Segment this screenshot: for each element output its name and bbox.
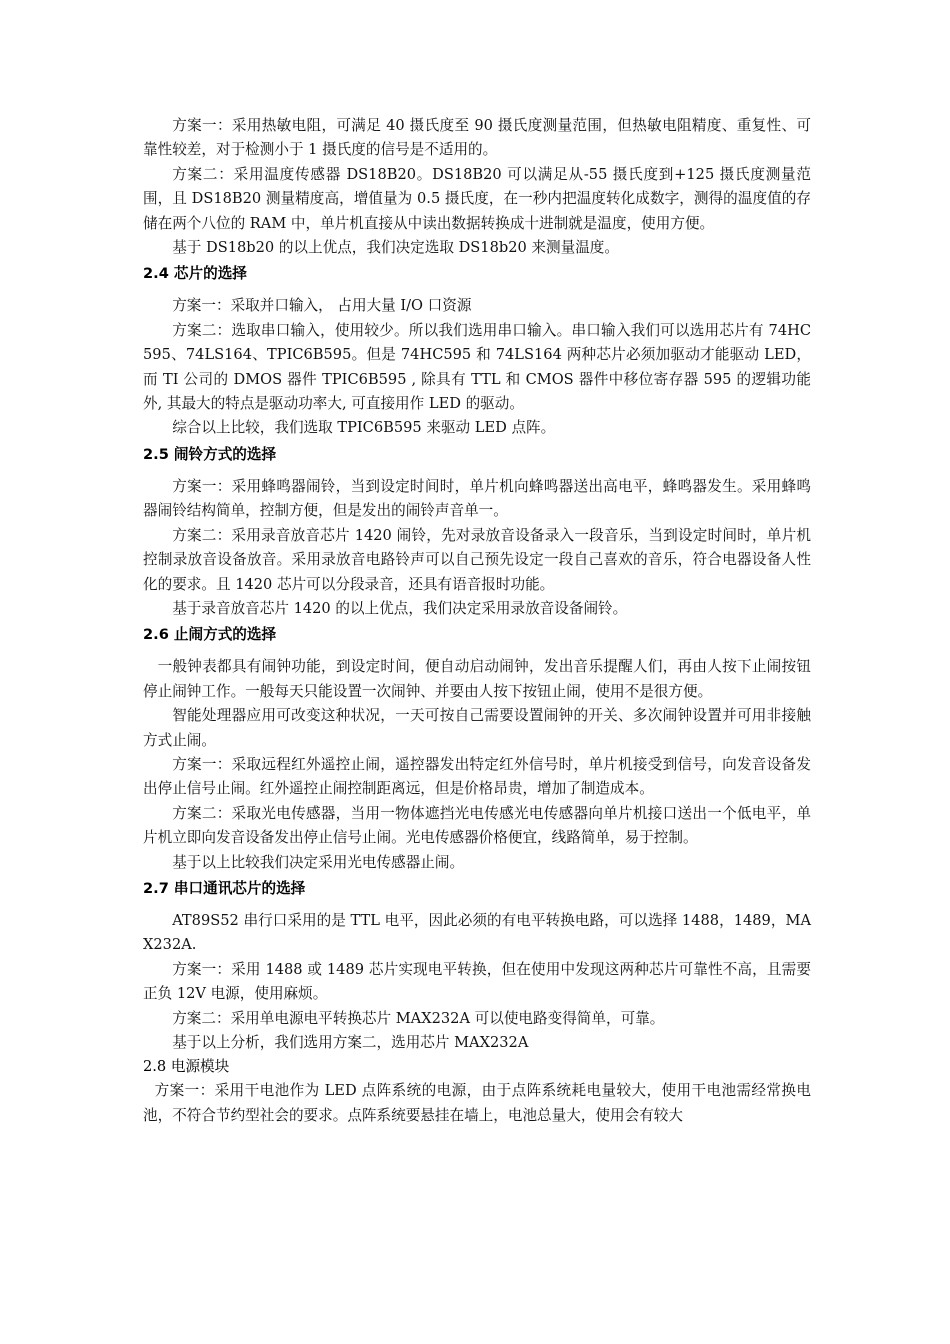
paragraph-battery-option: 方案一：采用干电池作为 LED 点阵系统的电源，由于点阵系统耗电量较大，使用干电池需经常换电池，不符合节约型社会的要求。点阵系统要悬挂在墙上，电池总量大，使用会有较大 xyxy=(143,1082,811,1124)
paragraph-alarm-conclusion: 基于录音放音芯片 1420 的以上优点，我们决定采用录放音设备闹铃。 xyxy=(172,599,628,617)
paragraph-serial-input-option: 方案二：选取串口输入，使用较少。所以我们选用串口输入。串口输入我们可以选用芯片有 74HC595、74LS164、TPIC6B595。但是 74HC595 和 74LS164 两种芯片必须加驱动才能驱动 LED，而 TI 公司的 DMOS 器件 TPIC6B595 , 除具有 TTL 和 CMOS 器件中移位寄存器 595 的逻辑功能外, 其最大的特点是驱动功率大, 可直接用作 LED 的驱动。 xyxy=(143,321,811,413)
paragraph-chip-conclusion: 综合以上比较，我们选取 TPIC6B595 来驱动 LED 点阵。 xyxy=(172,419,556,437)
paragraph-thermistor-option: 方案一：采用热敏电阻，可满足 40 摄氏度至 90 摄氏度测量范围，但热敏电阻精度、重复性、可靠性较差，对于检测小于 1 摄氏度的信号是不适用的。 xyxy=(143,117,811,159)
paragraph-recorder-option: 方案二：采用录音放音芯片 1420 闹铃，先对录放音设备录入一段音乐，当到设定时间时，单片机控制录放音设备放音。采用录放音电路铃声可以自己预先设定一段自己喜欢的音乐，符合电器设备人性化的要求。且 1420 芯片可以分段录音，还具有语音报时功能。 xyxy=(143,526,811,593)
paragraph-infrared-option: 方案一：采取远程红外遥控止闹，遥控器发出特定红外信号时，单片机接受到信号，向发音设备发出停止信号止闹。红外遥控止闹控制距离远，但是价格昂贵，增加了制造成本。 xyxy=(143,755,811,798)
paragraph-buzzer-option: 方案一：采用蜂鸣器闹铃，当到设定时间时，单片机向蜂鸣器送出高电平，蜂鸣器发生。采用蜂鸣器闹铃结构简单，控制方便，但是发出的闹铃声音单一。 xyxy=(143,477,811,520)
section-heading-2-8: 2.8 电源模块 xyxy=(143,1058,230,1076)
paragraph-serial-level-intro: AT89S52 串行口采用的是 TTL 电平，因此必须的有电平转换电路，可以选择 1488，1489，MAX232A. xyxy=(143,911,811,954)
paragraph-ds18b20-conclusion: 基于 DS18b20 的以上优点，我们决定选取 DS18b20 来测量温度。 xyxy=(172,239,619,257)
document-body xyxy=(143,114,811,1128)
section-heading-2-5: 2.5 闹铃方式的选择 xyxy=(143,445,277,463)
paragraph-max232a-option: 方案二：采用单电源电平转换芯片 MAX232A 可以使电路变得简单，可靠。 xyxy=(172,1009,665,1027)
paragraph-alarm-background: 一般钟表都具有闹钟功能，到设定时间，便自动启动闹钟，发出音乐提醒人们，再由人按下止闹按钮停止闹钟工作。一般每天只能设置一次闹钟、并要由人按下按钮止闹，使用不是很方便。 xyxy=(143,658,811,700)
paragraph-parallel-input-option: 方案一：采取并口输入， 占用大量 I/O 口资源 xyxy=(172,297,472,315)
section-heading-2-7: 2.7 串口通讯芯片的选择 xyxy=(143,879,306,897)
paragraph-smart-processor: 智能处理器应用可改变这种状况，一天可按自己需要设置闹钟的开关、多次闹钟设置并可用非接触方式止闹。 xyxy=(143,707,811,749)
paragraph-stop-alarm-conclusion: 基于以上比较我们决定采用光电传感器止闹。 xyxy=(172,853,465,871)
section-heading-2-4: 2.4 芯片的选择 xyxy=(143,265,247,283)
section-heading-2-6: 2.6 止闹方式的选择 xyxy=(143,626,277,644)
paragraph-ds18b20-option: 方案二：采用温度传感器 DS18B20。DS18B20 可以满足从-55 摄氏度到+125 摄氏度测量范围，且 DS18B20 测量精度高，增值量为 0.5 摄氏度，在一秒内把温度转化成数字，测得的温度值的存储在两个八位的 RAM 中，单片机直接从中读出数据转换成十进制就是温度，使用方便。 xyxy=(143,165,811,232)
paragraph-1488-option: 方案一：采用 1488 或 1489 芯片实现电平转换，但在使用中发现这两种芯片可靠性不高，且需要正负 12V 电源，使用麻烦。 xyxy=(143,960,811,1003)
paragraph-serial-conclusion: 基于以上分析，我们选用方案二，选用芯片 MAX232A xyxy=(172,1034,529,1051)
paragraph-photoelectric-option: 方案二：采取光电传感器，当用一物体遮挡光电传感光电传感器向单片机接口送出一个低电平，单片机立即向发音设备发出停止信号止闹。光电传感器价格便宜，线路简单，易于控制。 xyxy=(143,804,811,847)
